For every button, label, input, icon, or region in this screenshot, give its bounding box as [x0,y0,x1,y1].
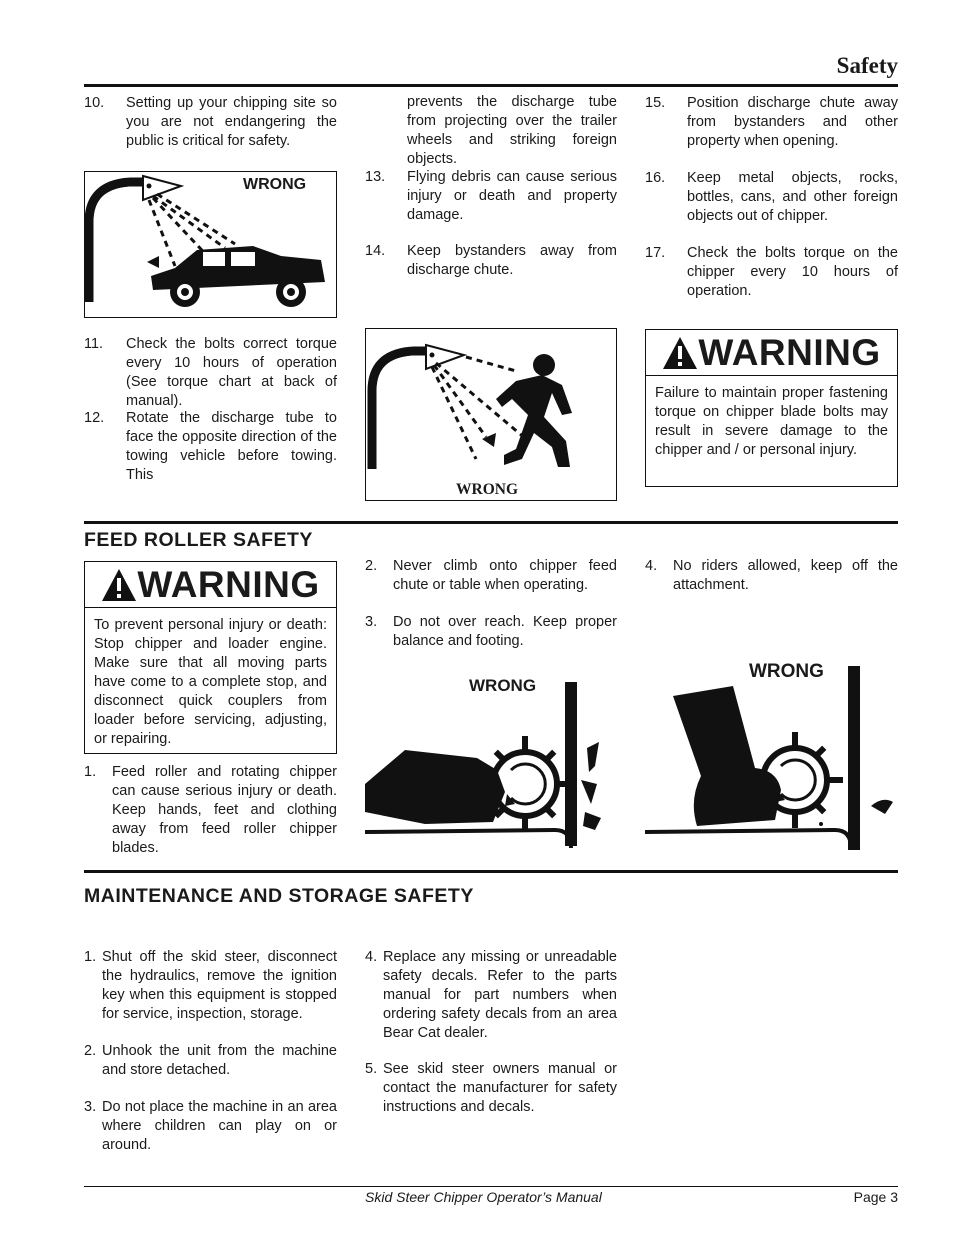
list-item: 10. Setting up your chipping site so you are not endangering the public is critical for safety. [84,95,337,149]
list-item: 15. Position discharge chute away from bystanders and other property when opening. [645,95,898,149]
list-item: 2. Unhook the unit from the machine and store detached. [84,1043,337,1078]
list-item: 4. No riders allowed, keep off the attachment. [645,558,898,593]
list-item: 1. Shut off the skid steer, disconnect the hydraulics, remove the ignition key when this equipment is stopped for service, inspection, storage. [84,949,337,1022]
list-item: 13. Flying debris can cause serious injury or death and property damage. [365,169,617,223]
header-rule [84,84,898,87]
warning-text: Failure to maintain proper fastening torque on chipper blade bolts may result in severe damage to the chipper and / or personal injury. [655,385,888,458]
hand-roller-icon [365,672,621,852]
person-debris-icon [366,329,615,499]
section-rule [84,870,898,873]
warning-box-feed-roller [84,561,337,754]
list-item: 2. Never climb onto chipper feed chute or table when operating. [365,558,617,593]
list-item-continued: prevents the discharge tube from projecting over the trailer wheels and striking foreign objects. [407,94,617,167]
car-illustration: WRONG [84,171,337,318]
hand-feed-roller-illustration: WRONG [365,672,621,852]
list-item: 4. Replace any missing or unreadable safety decals. Refer to the parts manual for part numbers when ordering safety decals from an area Bear Cat dealer. [365,949,617,1041]
section-rule [84,521,898,524]
footer-rule [84,1186,898,1187]
page-number: Page 3 [853,1189,898,1205]
warning-box-torque [645,329,898,487]
section-title: Safety [836,53,898,78]
list-item: 1. Feed roller and rotating chipper can cause serious injury or death. Keep hands, feet and clothing away from feed roller chipper blades. [84,764,337,856]
foot-roller-icon [645,660,898,852]
warning-text: To prevent personal injury or death: Stop chipper and loader engine. Make sure that all moving parts have come to a complete stop, and disconnect quick couplers from loader before servicing, adjusting, or repairing. [94,617,327,747]
warning-title: WARNING [137,563,320,605]
foot-feed-roller-illustration: WRONG [645,660,898,852]
list-item: 3. Do not place the machine in an area where children can play on or around. [84,1099,337,1153]
manual-title: Skid Steer Chipper Operator’s Manual [365,1189,602,1205]
warning-triangle-icon [662,336,698,370]
warning-title: WARNING [698,331,881,373]
list-item: 12. Rotate the discharge tube to face the opposite direction of the towing vehicle before towing. This [84,410,337,483]
feed-roller-heading: FEED ROLLER SAFETY [84,529,313,551]
person-illustration: WRONG [365,328,617,501]
warning-triangle-icon [101,568,137,602]
list-item: 14. Keep bystanders away from discharge chute. [365,243,617,278]
list-item: 11. Check the bolts correct torque every 10 hours of operation (See torque chart at back of manual). [84,336,337,409]
list-item: 17. Check the bolts torque on the chipper every 10 hours of operation. [645,245,898,299]
list-item: 3. Do not over reach. Keep proper balance and footing. [365,614,617,649]
list-item: 16. Keep metal objects, rocks, bottles, cans, and other foreign objects out of chipper. [645,170,898,224]
list-item: 5. See skid steer owners manual or contact the manufacturer for safety instructions and decals. [365,1061,617,1115]
maintenance-heading: MAINTENANCE AND STORAGE SAFETY [84,885,474,907]
